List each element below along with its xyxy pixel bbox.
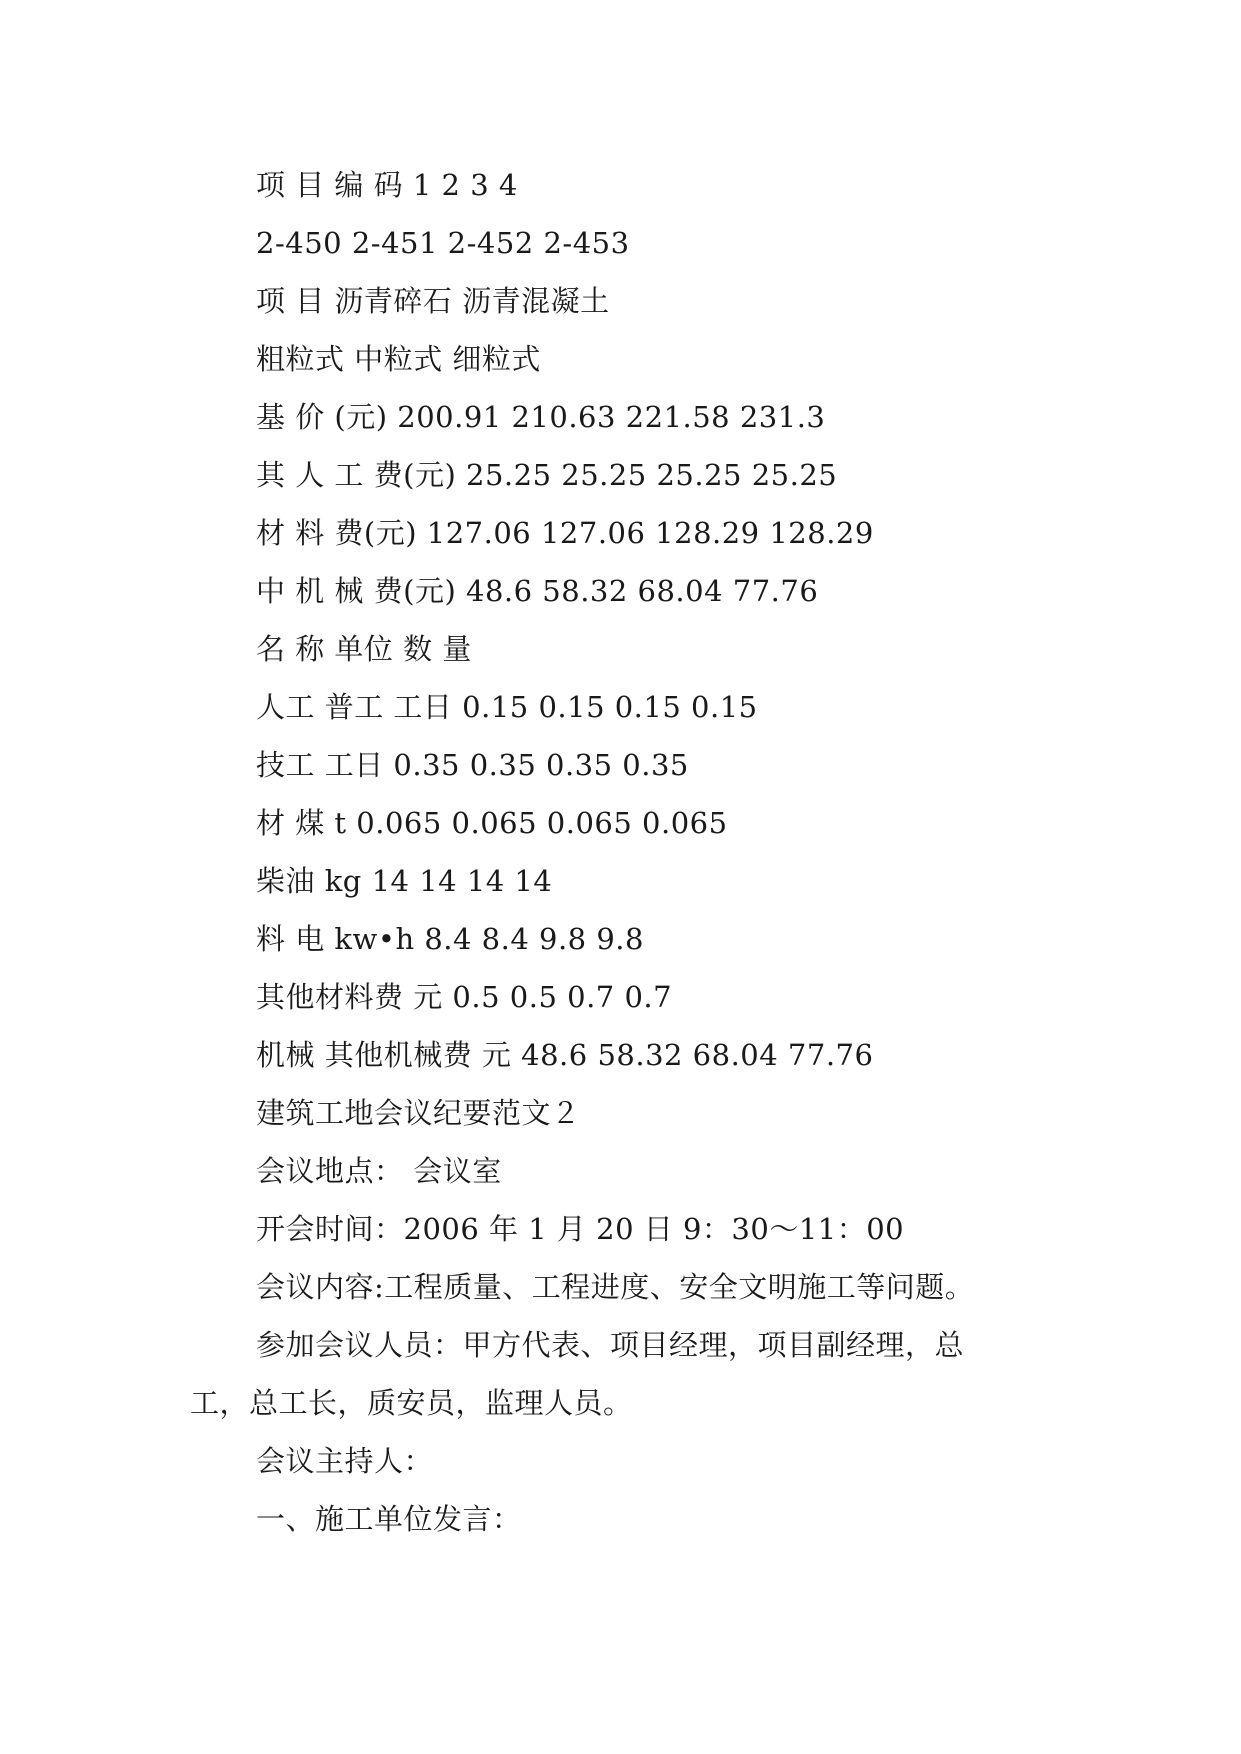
- text-line: 机械 其他机械费 元 48.6 58.32 68.04 77.76: [256, 1038, 874, 1072]
- text-line: 会议主持人：: [256, 1444, 434, 1478]
- text-line: 人工 普工 工日 0.15 0.15 0.15 0.15: [256, 690, 758, 724]
- text-line: 2-450 2-451 2-452 2-453: [256, 226, 630, 260]
- text-line: 项 目 编 码 1 2 3 4: [256, 168, 518, 202]
- text-line: 名 称 单位 数 量: [256, 632, 472, 666]
- text-line: 柴油 kg 14 14 14 14: [256, 864, 553, 898]
- text-line: 材 料 费(元) 127.06 127.06 128.29 128.29: [256, 516, 874, 550]
- text-line: 技工 工日 0.35 0.35 0.35 0.35: [256, 748, 689, 782]
- text-line: 一、施工单位发言：: [256, 1502, 522, 1536]
- text-line: 开会时间：2006 年 1 月 20 日 9：30～11：00: [256, 1212, 905, 1246]
- text-line: 料 电 kw•h 8.4 8.4 9.8 9.8: [256, 922, 644, 956]
- text-line: 材 煤 t 0.065 0.065 0.065 0.065: [256, 806, 728, 840]
- section-heading: 建筑工地会议纪要范文２: [256, 1096, 581, 1130]
- text-line: 中 机 械 费(元) 48.6 58.32 68.04 77.76: [256, 574, 819, 608]
- text-line: 其他材料费 元 0.5 0.5 0.7 0.7: [256, 980, 673, 1014]
- text-line: 其 人 工 费(元) 25.25 25.25 25.25 25.25: [256, 458, 838, 492]
- text-line: 会议内容:工程质量、工程进度、安全文明施工等问题。: [256, 1270, 975, 1304]
- text-line: 参加会议人员：甲方代表、项目经理，项目副经理，总: [256, 1328, 965, 1362]
- text-line: 基 价 (元) 200.91 210.63 221.58 231.3: [256, 400, 826, 434]
- text-line: 项 目 沥青碎石 沥青混凝土: [256, 284, 610, 318]
- text-line: 粗粒式 中粒式 细粒式: [256, 342, 541, 376]
- text-line: 工，总工长，质安员，监理人员。: [190, 1386, 633, 1420]
- text-line: 会议地点： 会议室: [256, 1154, 502, 1188]
